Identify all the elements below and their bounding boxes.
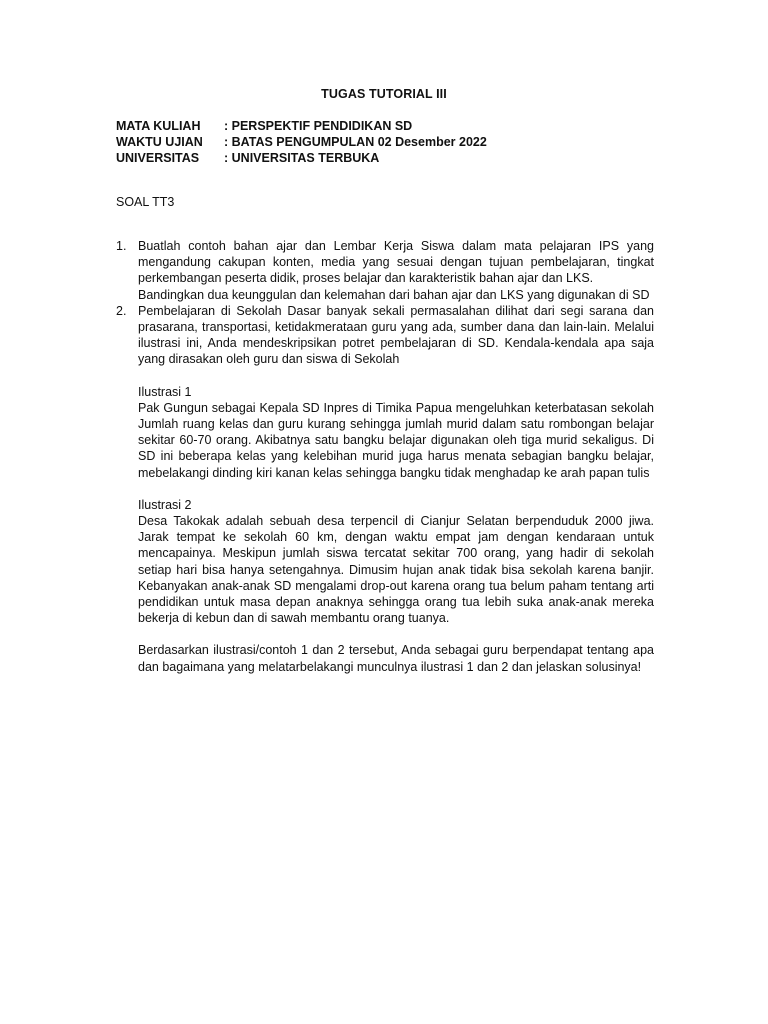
question-2 xyxy=(116,303,654,675)
question-1-comparison: Bandingkan dua keunggulan dan kelemahan dari bahan ajar dan LKS yang digunakan di SD xyxy=(138,287,650,302)
question-list xyxy=(116,238,654,675)
illustration-2-text: Desa Takokak adalah sebuah desa terpencil di Cianjur Selatan berpenduduk 2000 jiwa. Jarak tempat ke sekolah 60 km, dengan waktu empat jam dengan kendaraan untuk mencapainya. Meskipun jumlah siswa tercatat sekitar 700 orang, yang hadir di sekolah setiap hari bisa hanya setengahnya. Dimusim hujan anak tidak bisa sekolah karena banjir. Kebanyakan anak-anak SD mengalami drop-out karena orang tua belum paham tentang arti pendidikan untuk masa depan anaknya sehingga orang tua lebih suka anak-anak mereka bekerja di kebun dan di sawah membantu orang tuanya. xyxy=(138,514,654,626)
spacer xyxy=(138,626,654,642)
question-number: 1. xyxy=(116,239,127,253)
spacer xyxy=(138,481,654,497)
exam-time-value: : BATAS PENGUMPULAN 02 Desember 2022 xyxy=(224,135,487,149)
exam-time-row xyxy=(116,134,487,150)
illustration-2-title: Ilustrasi 2 xyxy=(138,497,192,512)
soal-heading: SOAL TT3 xyxy=(116,195,175,209)
university-label: UNIVERSITAS xyxy=(116,151,200,165)
course-label: MATA KULIAH xyxy=(116,119,201,133)
spacer xyxy=(138,368,654,384)
question-body xyxy=(138,303,654,675)
question-1-text: Buatlah contoh bahan ajar dan Lembar Kerja Siswa dalam mata pelajaran IPS yang mengandung cakupan konten, media yang sesuai dengan tujuan pembelajaran, tingkat perkembangan peserta didik, proses belajar dan karakteristik bahan ajar dan LKS. xyxy=(138,239,654,286)
exam-time-label: WAKTU UJIAN xyxy=(116,135,203,149)
closing-question: Berdasarkan ilustrasi/contoh 1 dan 2 tersebut, Anda sebagai guru berpendapat tentang apa dan bagaimana yang melatarbelakangi munculnya ilustrasi 1 dan 2 dan jelaskan solusinya! xyxy=(138,643,654,674)
document-title: TUGAS TUTORIAL III xyxy=(321,87,447,101)
illustration-1-text: Pak Gungun sebagai Kepala SD Inpres di Timika Papua mengeluhkan keterbatasan sekolah Jumlah ruang kelas dan guru kurang sehingga jumlah murid dalam satu rombongan belajar sekitar 60-70 orang. Akibatnya satu bangku belajar digunakan oleh tiga murid sekaligus. Di SD ini beberapa kelas yang kelebihan murid juga harus menata sebagian bangku belajar, mebelakangi dinding kiri kanan kelas sehingga bangku tidak menghadap ke arah papan tulis xyxy=(138,400,654,480)
university-value: : UNIVERSITAS TERBUKA xyxy=(224,151,380,165)
university-row xyxy=(116,150,487,166)
illustration-1-title: Ilustrasi 1 xyxy=(138,384,192,399)
question-number: 2. xyxy=(116,303,127,318)
course-value: : PERSPEKTIF PENDIDIKAN SD xyxy=(224,119,413,133)
question-1 xyxy=(116,238,654,303)
course-info xyxy=(116,118,487,166)
question-2-text: Pembelajaran di Sekolah Dasar banyak sekali permasalahan dilihat dari segi sarana dan prasarana, transportasi, ketidakmerataan guru yang ada, sumber dana dan lain-lain. Melalui ilustrasi ini, Anda mendeskripsikan potret pembelajaran di SD. Kendala-kendala apa saja yang dirasakan oleh guru dan siswa di Sekolah xyxy=(138,303,654,367)
question-body xyxy=(138,238,654,303)
course-row xyxy=(116,118,487,134)
